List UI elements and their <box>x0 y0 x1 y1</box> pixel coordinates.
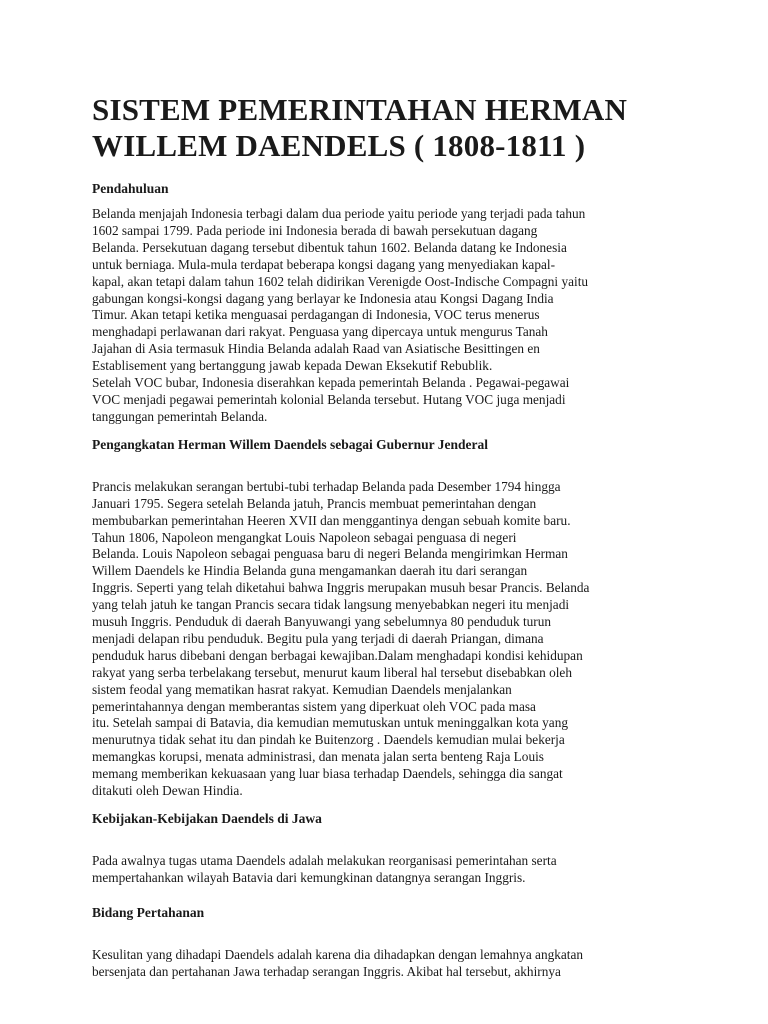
text-line: Belanda. Louis Napoleon sebagai penguasa baru di negeri Belanda mengirimkan Herman <box>92 546 568 562</box>
text-line: menghadapi perlawanan dari rakyat. Penguasa yang dipercaya untuk mengurus Tanah <box>92 324 548 340</box>
text-line: Belanda. Persekutuan dagang tersebut dibentuk tahun 1602. Belanda datang ke Indonesia <box>92 239 567 255</box>
blank-line <box>92 462 680 479</box>
text-line: Setelah VOC bubar, Indonesia diserahkan kepada pemerintah Belanda . Pegawai-pegawai <box>92 375 570 391</box>
text-line: sistem feodal yang mematikan hasrat rakyat. Kemudian Daendels menjalankan <box>92 681 512 697</box>
section-paragraph-kebijakan <box>92 853 680 887</box>
text-line: yang telah jatuh ke tangan Prancis secara tidak langsung menyebabkan negeri itu menjadi <box>92 597 570 613</box>
section-heading-pengangkatan: Pengangkatan Herman Willem Daendels sebagai Gubernur Jenderal <box>92 436 489 452</box>
text-line: Timur. Akan tetapi ketika menguasai perdagangan di Indonesia, VOC terus menerus <box>92 307 540 323</box>
text-line: Inggris. Seperti yang telah diketahui bahwa Inggris merupakan musuh besar Prancis. Belanda <box>92 580 590 596</box>
text-line: VOC menjadi pegawai pemerintah kolonial Belanda tersebut. Hutang VOC juga menjadi <box>92 391 566 407</box>
text-line: menjadi delapan ribu penduduk. Begitu pula yang terjadi di daerah Priangan, dimana <box>92 630 544 646</box>
section-heading-kebijakan: Kebijakan-Kebijakan Daendels di Jawa <box>92 811 322 826</box>
text-line: memang memberikan kekuasaan yang luar biasa terhadap Daendels, sehingga dia sangat <box>92 766 563 782</box>
blank-line <box>92 930 680 947</box>
text-line: 1602 sampai 1799. Pada periode ini Indonesia berada di bawah persekutuan dagang <box>92 222 538 238</box>
text-line: untuk berniaga. Mula-mula terdapat beberapa kongsi dagang yang menyediakan kapal- <box>92 256 556 272</box>
title-line: SISTEM PEMERINTAHAN HERMAN <box>92 92 628 127</box>
text-line: ditakuti oleh Dewan Hindia. <box>92 783 243 799</box>
text-line: Belanda menjajah Indonesia terbagi dalam dua periode yaitu periode yang terjadi pada tahun <box>92 206 586 221</box>
text-line: Establisement yang bertanggung jawab kepada Dewan Eksekutif Rebublik. <box>92 358 493 374</box>
text-line: itu. Setelah sampai di Batavia, dia kemudian memutuskan untuk meninggalkan kota yang <box>92 715 568 731</box>
text-line: bersenjata dan pertahanan Jawa terhadap serangan Inggris. Akibat hal tersebut, akhirnya <box>92 963 561 979</box>
text-line: mempertahankan wilayah Batavia dari kemungkinan datangnya serangan Inggris. <box>92 869 526 885</box>
text-line: musuh Inggris. Penduduk di daerah Banyuwangi yang sebelumnya 80 penduduk turun <box>92 614 552 630</box>
document-title <box>92 92 680 164</box>
text-line: rakyat yang serba terbelakang tersebut, menurut kaum liberal hal tersebut disebabkan oleh <box>92 664 572 680</box>
text-line: membubarkan pemerintahan Heeren XVII dan menggantinya dengan sebuah komite baru. <box>92 512 571 528</box>
section-paragraph-pendahuluan <box>92 206 680 426</box>
text-line: memangkas korupsi, menata administrasi, dan menata jalan serta benteng Raja Louis <box>92 749 544 765</box>
text-line: Prancis melakukan serangan bertubi-tubi terhadap Belanda pada Desember 1794 hingga <box>92 478 561 494</box>
text-line: penduduk harus dibebani dengan berbagai kewajiban.Dalam menghadapi kondisi kehidupan <box>92 647 583 663</box>
text-line: kapal, akan tetapi dalam tahun 1602 telah didirikan Verenigde Oost-Indische Compagni yaitu <box>92 273 589 289</box>
blank-line <box>92 836 680 853</box>
section-paragraph-pengangkatan <box>92 479 680 800</box>
text-line: menurutnya tidak sehat itu dan pindah ke Buitenzorg . Daendels kemudian mulai bekerja <box>92 732 565 748</box>
text-line: Tahun 1806, Napoleon mengangkat Louis Napoleon sebagai penguasa di negeri <box>92 529 517 545</box>
section-heading-bidang-pertahanan: Bidang Pertahanan <box>92 904 205 920</box>
text-line: Willem Daendels ke Hindia Belanda guna mengamankan daerah itu dari serangan <box>92 563 528 579</box>
text-line: tanggungan pemerintah Belanda. <box>92 408 268 424</box>
text-line: Pada awalnya tugas utama Daendels adalah melakukan reorganisasi pemerintahan serta <box>92 853 557 868</box>
title-line: WILLEM DAENDELS ( 1808-1811 ) <box>92 128 586 163</box>
text-line: Januari 1795. Segera setelah Belanda jatuh, Prancis membuat pemerintahan dengan <box>92 495 537 511</box>
text-line: Jajahan di Asia termasuk Hindia Belanda adalah Raad van Asiatische Besittingen en <box>92 341 540 357</box>
document-page <box>92 92 680 981</box>
text-line: gabungan kongsi-kongsi dagang yang berlayar ke Indonesia atau Kongsi Dagang India <box>92 290 554 306</box>
section-paragraph-bidang-pertahanan <box>92 947 680 981</box>
text-line: Kesulitan yang dihadapi Daendels adalah karena dia dihadapkan dengan lemahnya angkatan <box>92 946 584 962</box>
section-heading-pendahuluan: Pendahuluan <box>92 181 169 196</box>
text-line: pemerintahannya dengan memberantas sistem yang diperkuat oleh VOC pada masa <box>92 698 536 714</box>
